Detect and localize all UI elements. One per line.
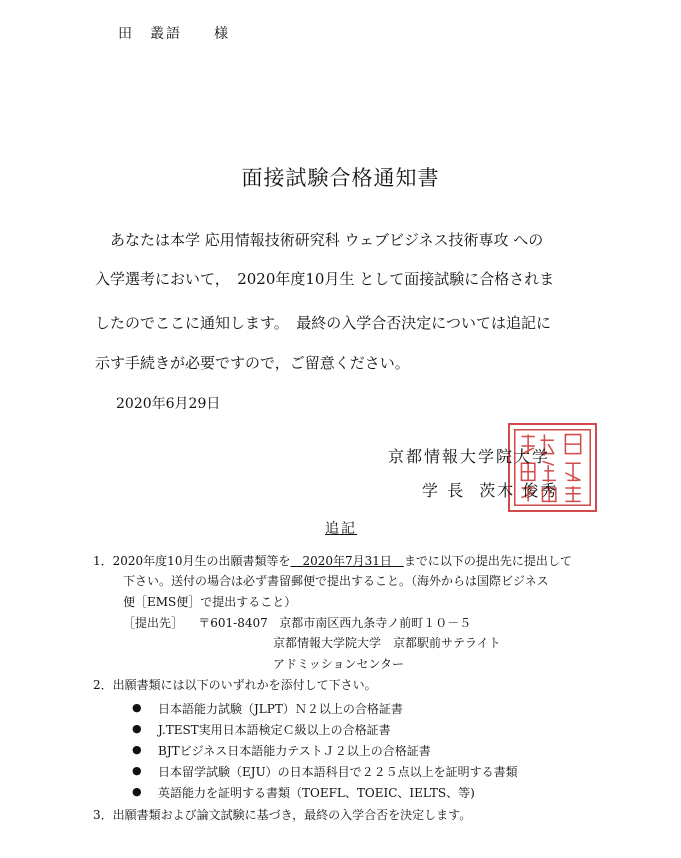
item1-line1 [93, 552, 572, 569]
bullet-icon: ● [132, 785, 142, 798]
body-line-1: あなたは本学 応用情報技術研究科 ウェブビジネス技術専攻 への [95, 231, 544, 249]
list-item: BJTビジネス日本語能力テストＪ２以上の合格証書 [158, 744, 431, 758]
item1-text-before: 2020年度10月生の出願書類等を [112, 554, 291, 568]
list-item: J.TEST実用日本語検定Ｃ級以上の合格証書 [158, 723, 391, 737]
list-item: 英語能力を証明する書類（TOEFL、TOEIC、IELTS、等) [158, 786, 475, 800]
item1-number: 1． [93, 554, 113, 568]
item3-number: 3． [93, 808, 113, 822]
list-item: 日本語能力試験（JLPT）Ｎ２以上の合格証書 [158, 702, 403, 716]
bullet-icon: ● [132, 722, 142, 735]
address-label: ［提出先］ [123, 616, 184, 630]
item1-deadline: 2020年7月31日 [290, 554, 404, 568]
bullet-icon: ● [132, 764, 142, 777]
bullet-icon: ● [132, 701, 142, 714]
document-title: 面接試験合格通知書 [241, 166, 440, 190]
item2-number: 2． [93, 678, 113, 692]
address-campus: 京都情報大学院大学 京都駅前サテライト [273, 636, 501, 650]
postal-code: 〒601-8407 [198, 616, 268, 630]
body-line-2: 入学選考において， 2020年度10月生 として面接試験に合格されま [95, 270, 555, 288]
address-street: 京都市南区西九条寺ノ前町１０－５ [279, 616, 472, 630]
president-title: 学 長 [422, 481, 466, 500]
recipient-name: 田 叢語 様 [118, 26, 230, 42]
university-name: 京都情報大学院大学 [388, 447, 551, 466]
president-name: 茨木 俊秀 [479, 481, 559, 500]
address-line [123, 614, 471, 631]
issue-date: 2020年6月29日 [116, 396, 221, 412]
item2-line [93, 676, 377, 693]
item1-line2: 下さい。送付の場合は必ず書留郵便で提出すること。（海外からは国際ビジネス [123, 574, 549, 588]
item2-text: 出願書類には以下のいずれかを添付して下さい。 [112, 678, 377, 692]
item1-line3: 便［EMS便］で提出すること） [123, 595, 297, 609]
item3-text: 出願書類および論文試験に基づき，最終の入学合否を決定します。 [112, 808, 472, 822]
address-office: アドミッションセンター [273, 657, 405, 671]
body-line-4: 示す手続きが必要ですので，ご留意ください。 [95, 354, 410, 372]
item3-line [93, 806, 471, 823]
president-line [422, 478, 558, 501]
bullet-icon: ● [132, 743, 142, 756]
body-line-3: したのでここに通知します。 最終の入学合否決定については追記に [95, 314, 552, 332]
notes-heading: 追記 [325, 521, 357, 537]
list-item: 日本留学試験（EJU）の日本語科目で２２５点以上を証明する書類 [158, 765, 518, 779]
item1-text-after: までに以下の提出先に提出して [403, 554, 572, 568]
